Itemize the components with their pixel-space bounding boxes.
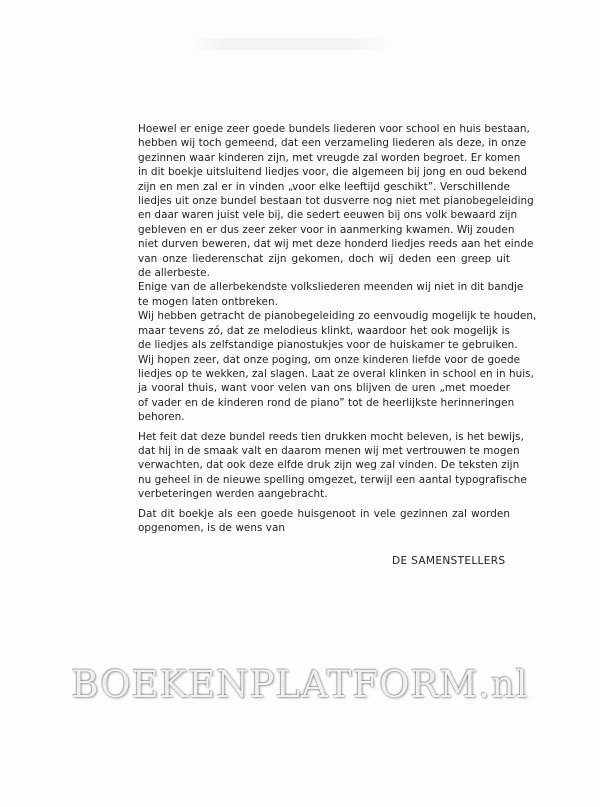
text-line: Wij hopen zeer, dat onze poging, om onze kinderen liefde voor de goede xyxy=(138,353,521,366)
text-line: of vader en de kinderen rond de piano” tot de heerlijkste herinneringen xyxy=(138,396,515,409)
text-line: Hoewel er enige zeer goede bundels liederen voor school en huis bestaan, xyxy=(138,123,530,135)
text-line: niet durven beweren, dat wij met deze honderd liedjes reeds aan het einde xyxy=(138,238,534,251)
text-line: maar tevens zó, dat ze melodieus klinkt, waardoor het ook mogelijk is xyxy=(138,324,510,337)
text-line: Wij hebben getracht de pianobegeleiding zo eenvoudig mogelijk te houden, xyxy=(138,310,537,323)
text-line: ja vooral thuis, want voor velen van ons blijven de uren „met moeder xyxy=(138,382,510,395)
text-line: behoren. xyxy=(138,411,185,424)
paragraph xyxy=(138,430,527,502)
text-line: dat hij in de smaak valt en daarom menen wij met vertrouwen te mogen xyxy=(138,444,520,457)
text-line: Dat dit boekje als een goede huisgenoot in vele gezinnen zal worden xyxy=(138,507,510,520)
paragraph xyxy=(138,507,510,536)
watermark-logo: BOEKENPLATFORM.nl xyxy=(71,663,529,706)
text-line: liedjes op te wekken, zal slagen. Laat ze overal klinken in school en in huis, xyxy=(138,367,534,380)
text-line: hebben wij toch gemeend, dat een verzameling liederen als deze, in onze xyxy=(138,137,527,150)
text-line: liedjes uit onze bundel bestaan tot dusverre nog niet met pianobegeleiding xyxy=(138,195,534,208)
body-text xyxy=(138,122,537,535)
text-line: zijn en men zal er in vinden „voor elke leeftijd geschikt”. Verschillende xyxy=(138,180,510,193)
text-line: gezinnen waar kinderen zijn, met vreugde zal worden begroet. Er komen xyxy=(138,151,521,164)
text-line: in dit boekje uitsluitend liedjes voor, die algemeen bij jong en oud bekend xyxy=(138,166,528,179)
paragraph xyxy=(138,309,537,424)
text-line: verwachten, dat ook deze elfde druk zijn weg zal vinden. De teksten zijn xyxy=(138,459,520,472)
text-line: en daar waren juist vele bij, die sedert eeuwen bij ons volk bewaard zijn xyxy=(138,209,518,222)
text-line: van onze liederenschat zijn gekomen, doch wij deden een greep uit xyxy=(138,252,510,265)
text-line: verbeteringen werden aangebracht. xyxy=(138,488,328,501)
signature: DE SAMENSTELLERS xyxy=(392,555,506,567)
faint-bleed-through xyxy=(190,38,390,50)
text-line: gebleven en er dus zeer zeker voor in aanmerking kwamen. Wij zouden xyxy=(138,223,515,236)
paragraph xyxy=(138,280,524,309)
text-line: opgenomen, is de wens van xyxy=(138,521,286,534)
text-line: nu geheel in de nieuwe spelling omgezet, terwijl een aantal typografische xyxy=(138,473,527,486)
text-line: de allerbeste. xyxy=(138,267,210,280)
text-line: de liedjes als zelfstandige pianostukjes voor de huiskamer te gebruiken. xyxy=(138,339,518,352)
text-line: Het feit dat deze bundel reeds tien drukken mocht beleven, is het bewijs, xyxy=(138,430,524,443)
paragraph xyxy=(138,122,534,280)
text-line: te mogen laten ontbreken. xyxy=(138,295,278,308)
text-line: Enige van de allerbekendste volksliederen meenden wij niet in dit bandje xyxy=(138,281,524,294)
